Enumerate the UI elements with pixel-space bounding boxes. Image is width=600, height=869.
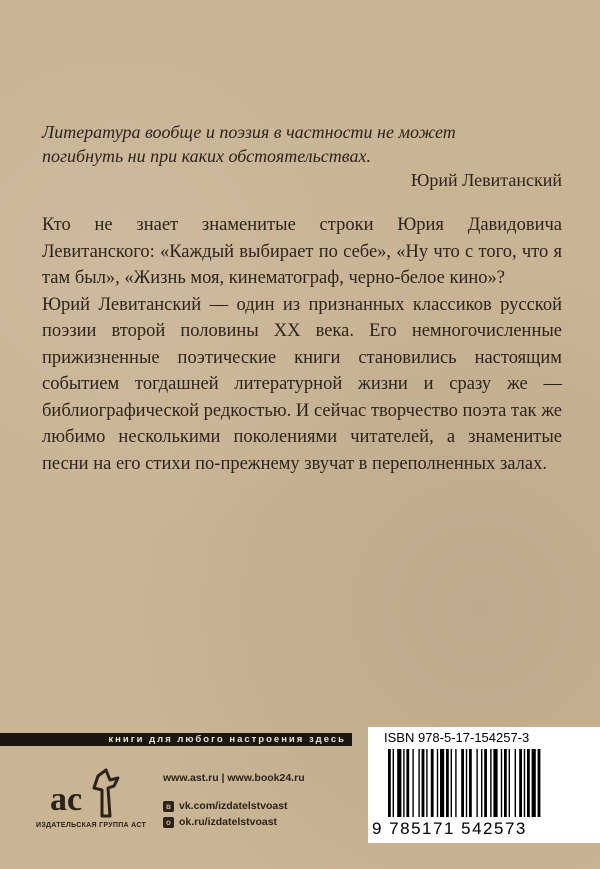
websites-link[interactable]: www.ast.ru | www.book24.ru — [163, 772, 305, 784]
barcode-bar — [418, 749, 419, 817]
logo-figure-icon — [94, 770, 118, 816]
barcode-bar — [509, 749, 510, 817]
barcode-bar — [431, 749, 434, 817]
barcode-bar — [388, 749, 391, 817]
barcode-bar — [490, 749, 491, 817]
barcode-bar — [524, 749, 525, 817]
barcode-bar — [476, 749, 477, 817]
barcode-bar — [437, 749, 438, 817]
epigraph-line-1: Литература вообще и поэзия в частности не может — [42, 122, 456, 142]
barcode-bar — [403, 749, 404, 817]
barcode-bar — [440, 749, 444, 817]
barcode-bar — [446, 749, 449, 817]
barcode-digits: 9 785171 542573 — [372, 819, 527, 838]
isbn-label: ISBN 978-5-17-154257-3 — [384, 730, 530, 745]
barcode-bar — [527, 749, 530, 817]
barcode-bar — [406, 749, 409, 817]
description-paragraph-2: Юрий Левитанский — один из признанных классиков русской поэзии второй половины XX века. Его немногочисленные прижизненные поэтические книги становились настоящим событием тогдашней литературной жизни и сразу же — библиографической редкостью. И сейчас творчество поэта так же любимо несколькими поколениями читателей, а знаменитые песни на его стихи по-прежнему звучат в переполненных залах. — [42, 294, 562, 474]
isbn-barcode — [368, 727, 600, 843]
barcode-bar — [426, 749, 427, 817]
ok-icon: о — [163, 817, 174, 828]
barcode-bar — [504, 749, 507, 817]
description-paragraph-1: Кто не знает знаменитые строки Юрия Давидовича Левитанского: «Каждый выбирает по себе», «Ну что с того, что я там был», «Жизнь моя, кинематограф, черно-белое кино»? — [42, 215, 562, 288]
publisher-links — [163, 772, 305, 830]
vk-link-row[interactable] — [163, 798, 305, 814]
publisher-name: ИЗДАТЕЛЬСКАЯ ГРУППА АСТ — [36, 822, 147, 829]
barcode-bar — [461, 749, 464, 817]
vk-icon: в — [163, 801, 174, 812]
barcode-bar — [397, 749, 401, 817]
barcode-bars — [388, 749, 588, 819]
barcode-bar — [515, 749, 516, 817]
ok-link[interactable]: ok.ru/izdatelstvoast — [179, 816, 278, 828]
barcode-bar — [501, 749, 502, 817]
vk-link[interactable]: vk.com/izdatelstvoast — [179, 800, 288, 812]
barcode-bar — [484, 749, 487, 817]
epigraph-quote — [42, 120, 562, 168]
barcode-bar — [412, 749, 413, 817]
barcode-bar — [451, 749, 452, 817]
epigraph-author: Юрий Левитанский — [410, 170, 562, 190]
barcode-bar — [493, 749, 497, 817]
barcode-bar — [481, 749, 482, 817]
barcode-bar — [393, 749, 394, 817]
barcode-bar — [422, 749, 425, 817]
barcode-bar — [466, 749, 467, 817]
barcode-bar — [519, 749, 522, 817]
publisher-logo — [36, 758, 136, 828]
barcode-bar — [469, 749, 472, 817]
barcode-bar — [455, 749, 456, 817]
ok-link-row[interactable] — [163, 814, 305, 830]
barcode-bar — [538, 749, 541, 817]
epigraph-line-2: погибнуть ни при каких обстоятельствах. — [42, 146, 371, 166]
tagline-banner: книги для любого настроения здесь — [0, 733, 352, 746]
book-description — [42, 212, 562, 477]
barcode-bar — [532, 749, 536, 817]
logo-text: ac — [50, 781, 83, 818]
